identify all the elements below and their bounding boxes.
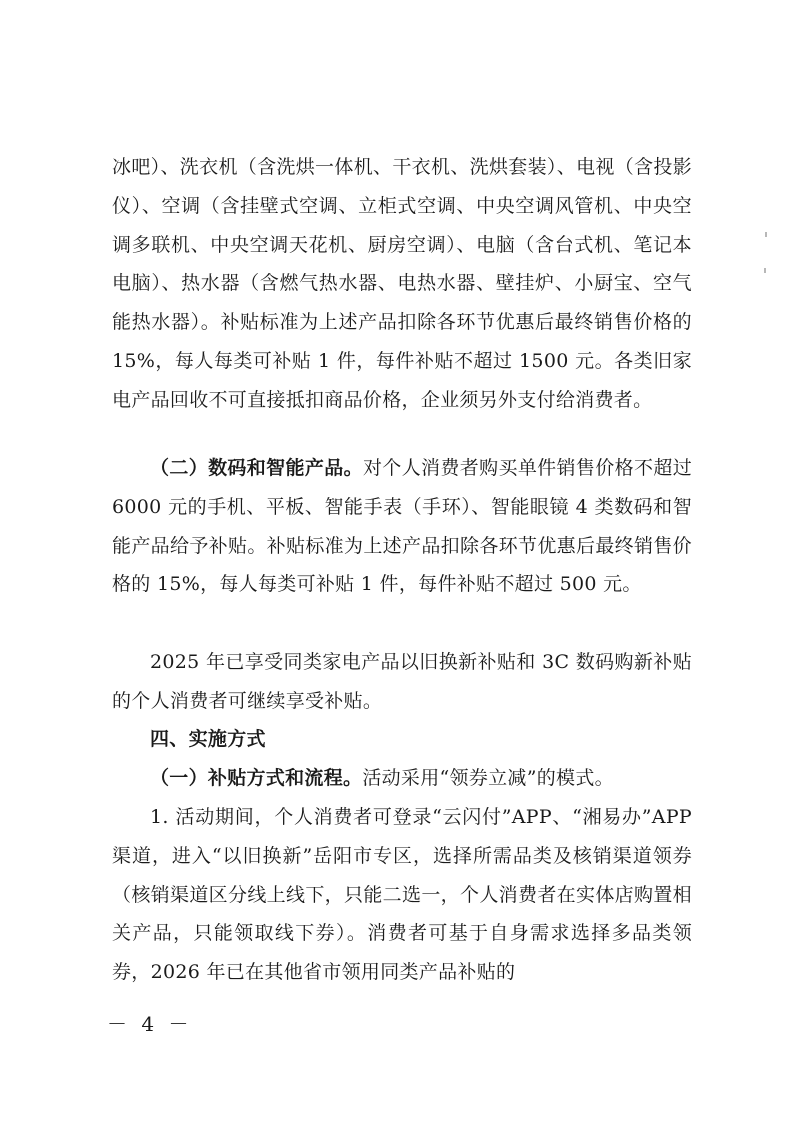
page-number: － 4 － [107,1012,193,1036]
scan-speck [765,232,767,237]
paragraph-continuing-eligibility: 2025 年已享受同类家电产品以旧换新补贴和 3C 数码购新补贴的个人消费者可继续享受补贴。 [112,651,692,712]
paragraph-appliance-subsidy: 冰吧）、洗衣机（含洗烘一体机、干衣机、洗烘套装）、电视（含投影仪）、空调（含挂壁式空调、立柜式空调、中央空调风管机、中央空调多联机、中央空调天花机、厨房空调）、电脑（含台式机、笔记本电脑）、热水器（含燃气热水器、电热水器、壁挂炉、小厨宝、空气能热水器）。补贴标准为上述产品扣除各环节优惠后最终销售价格的 15%，每人每类可补贴 1 件，每件补贴不超过 1500 元。各类旧家电产品回收不可直接抵扣商品价格，企业须另外支付给消费者。 [112,156,692,411]
paragraph-body-method: 活动采用“领券立减”的模式。 [362,767,614,789]
paragraph-activity-process: 1. 活动期间，个人消费者可登录“云闪付”APP、“湘易办”APP 渠道，进入“以旧换新”岳阳市专区，选择所需品类及核销渠道领券（核销渠道区分线上线下，只能二选一，个人消费者在实体店购置相关产品，只能领取线下券）。消费者可基于自身需求选择多品类领券，2026 年已在其他省市领用同类产品补贴的 [112,806,692,984]
paragraph-subsidy-method [112,759,692,798]
scan-speck [764,268,766,273]
section-heading-implementation: 四、实施方式 [150,728,266,750]
paragraph-heading-digital: （二）数码和智能产品。 [150,457,363,479]
paragraph-heading-method: （一）补贴方式和流程。 [150,767,363,789]
paragraph-body-digital: 对个人消费者购买单件销售价格不超过 6000 元的手机、平板、智能手表（手环）、智能眼镜 4 类数码和智能产品给予补贴。补贴标准为上述产品扣除各环节优惠后最终销售价格的 15%，每人每类可补贴 1 件，每件补贴不超过 500 元。 [112,457,692,596]
paragraph-digital-products [112,449,692,604]
